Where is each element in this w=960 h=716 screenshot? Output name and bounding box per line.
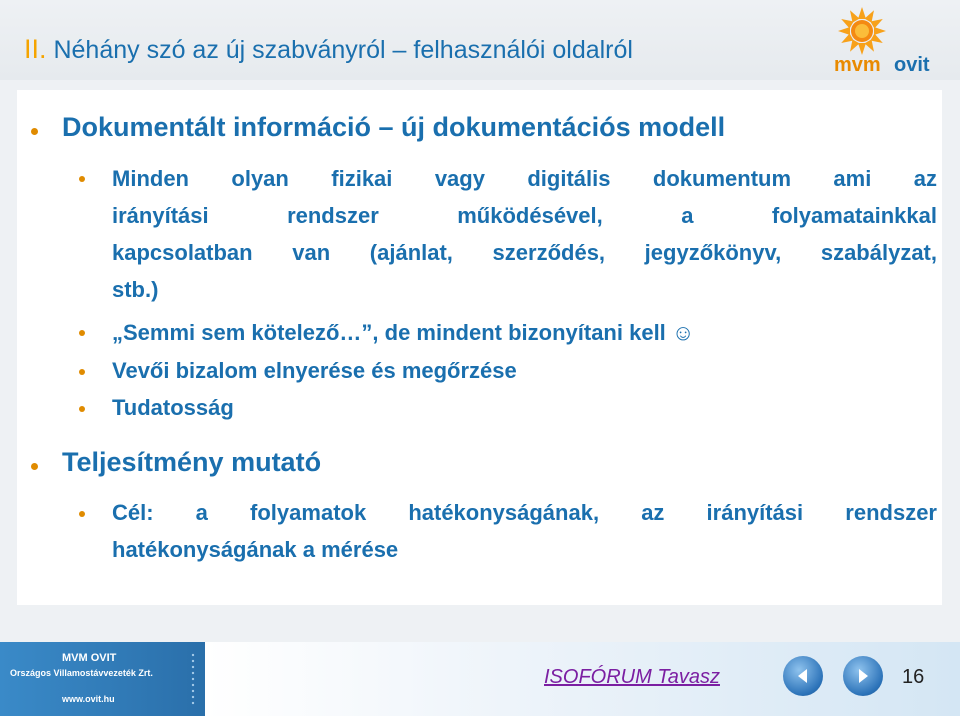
sub-bullet-awareness: Tudatosság	[112, 395, 234, 420]
sub-bullet-icon	[79, 369, 85, 375]
sub-bullet-line: Cél: a folyamatok hatékonyságának, az irányítási rendszer	[112, 500, 937, 525]
logo-text-left: mvm	[834, 54, 881, 76]
footer-dots-divider	[190, 652, 196, 706]
bullet-icon	[31, 128, 38, 135]
sub-bullet-line: Minden olyan fizikai vagy digitális dokumentum ami az	[112, 166, 937, 191]
sun-logo-icon	[828, 5, 954, 77]
mvm-ovit-logo	[828, 5, 954, 77]
sub-bullet-icon	[79, 176, 85, 182]
sub-bullet-line: stb.)	[112, 277, 159, 302]
bullet-icon	[31, 463, 38, 470]
footer-brand	[0, 642, 205, 716]
sub-bullet-no-obligation: „Semmi sem kötelező…”, de mindent bizonyítani kell ☺	[112, 320, 695, 345]
footer-event-link[interactable]: ISOFÓRUM Tavasz	[544, 666, 720, 688]
sub-bullet-line: hatékonyságának a mérése	[112, 537, 399, 562]
previous-slide-button[interactable]	[783, 656, 823, 696]
arrow-left-icon	[793, 666, 813, 686]
page-number: 16	[902, 666, 925, 688]
footer-brand-name: MVM OVIT	[62, 652, 117, 664]
title-number: II.	[24, 34, 47, 64]
bullet-heading-documented-info: Dokumentált információ – új dokumentációs modell	[62, 112, 726, 142]
next-slide-button[interactable]	[843, 656, 883, 696]
title-text: Néhány szó az új szabványról – felhasználói oldalról	[53, 36, 633, 64]
slide-title	[24, 34, 633, 65]
arrow-right-icon	[853, 666, 873, 686]
footer-company: Országos Villamostávvezeték Zrt.	[10, 668, 153, 678]
footer-website: www.ovit.hu	[62, 694, 115, 704]
sub-bullet-icon	[79, 511, 85, 517]
sub-bullet-line: kapcsolatban van (ajánlat, szerződés, jegyzőkönyv, szabályzat,	[112, 240, 937, 265]
sub-bullet-line: irányítási rendszer működésével, a folyamatainkkal	[112, 203, 937, 228]
sub-bullet-customer-trust: Vevői bizalom elnyerése és megőrzése	[112, 358, 517, 383]
bullet-heading-performance-indicator: Teljesítmény mutató	[62, 447, 322, 477]
sub-bullet-icon	[79, 330, 85, 336]
sub-bullet-icon	[79, 406, 85, 412]
logo-text-right: ovit	[894, 54, 930, 76]
